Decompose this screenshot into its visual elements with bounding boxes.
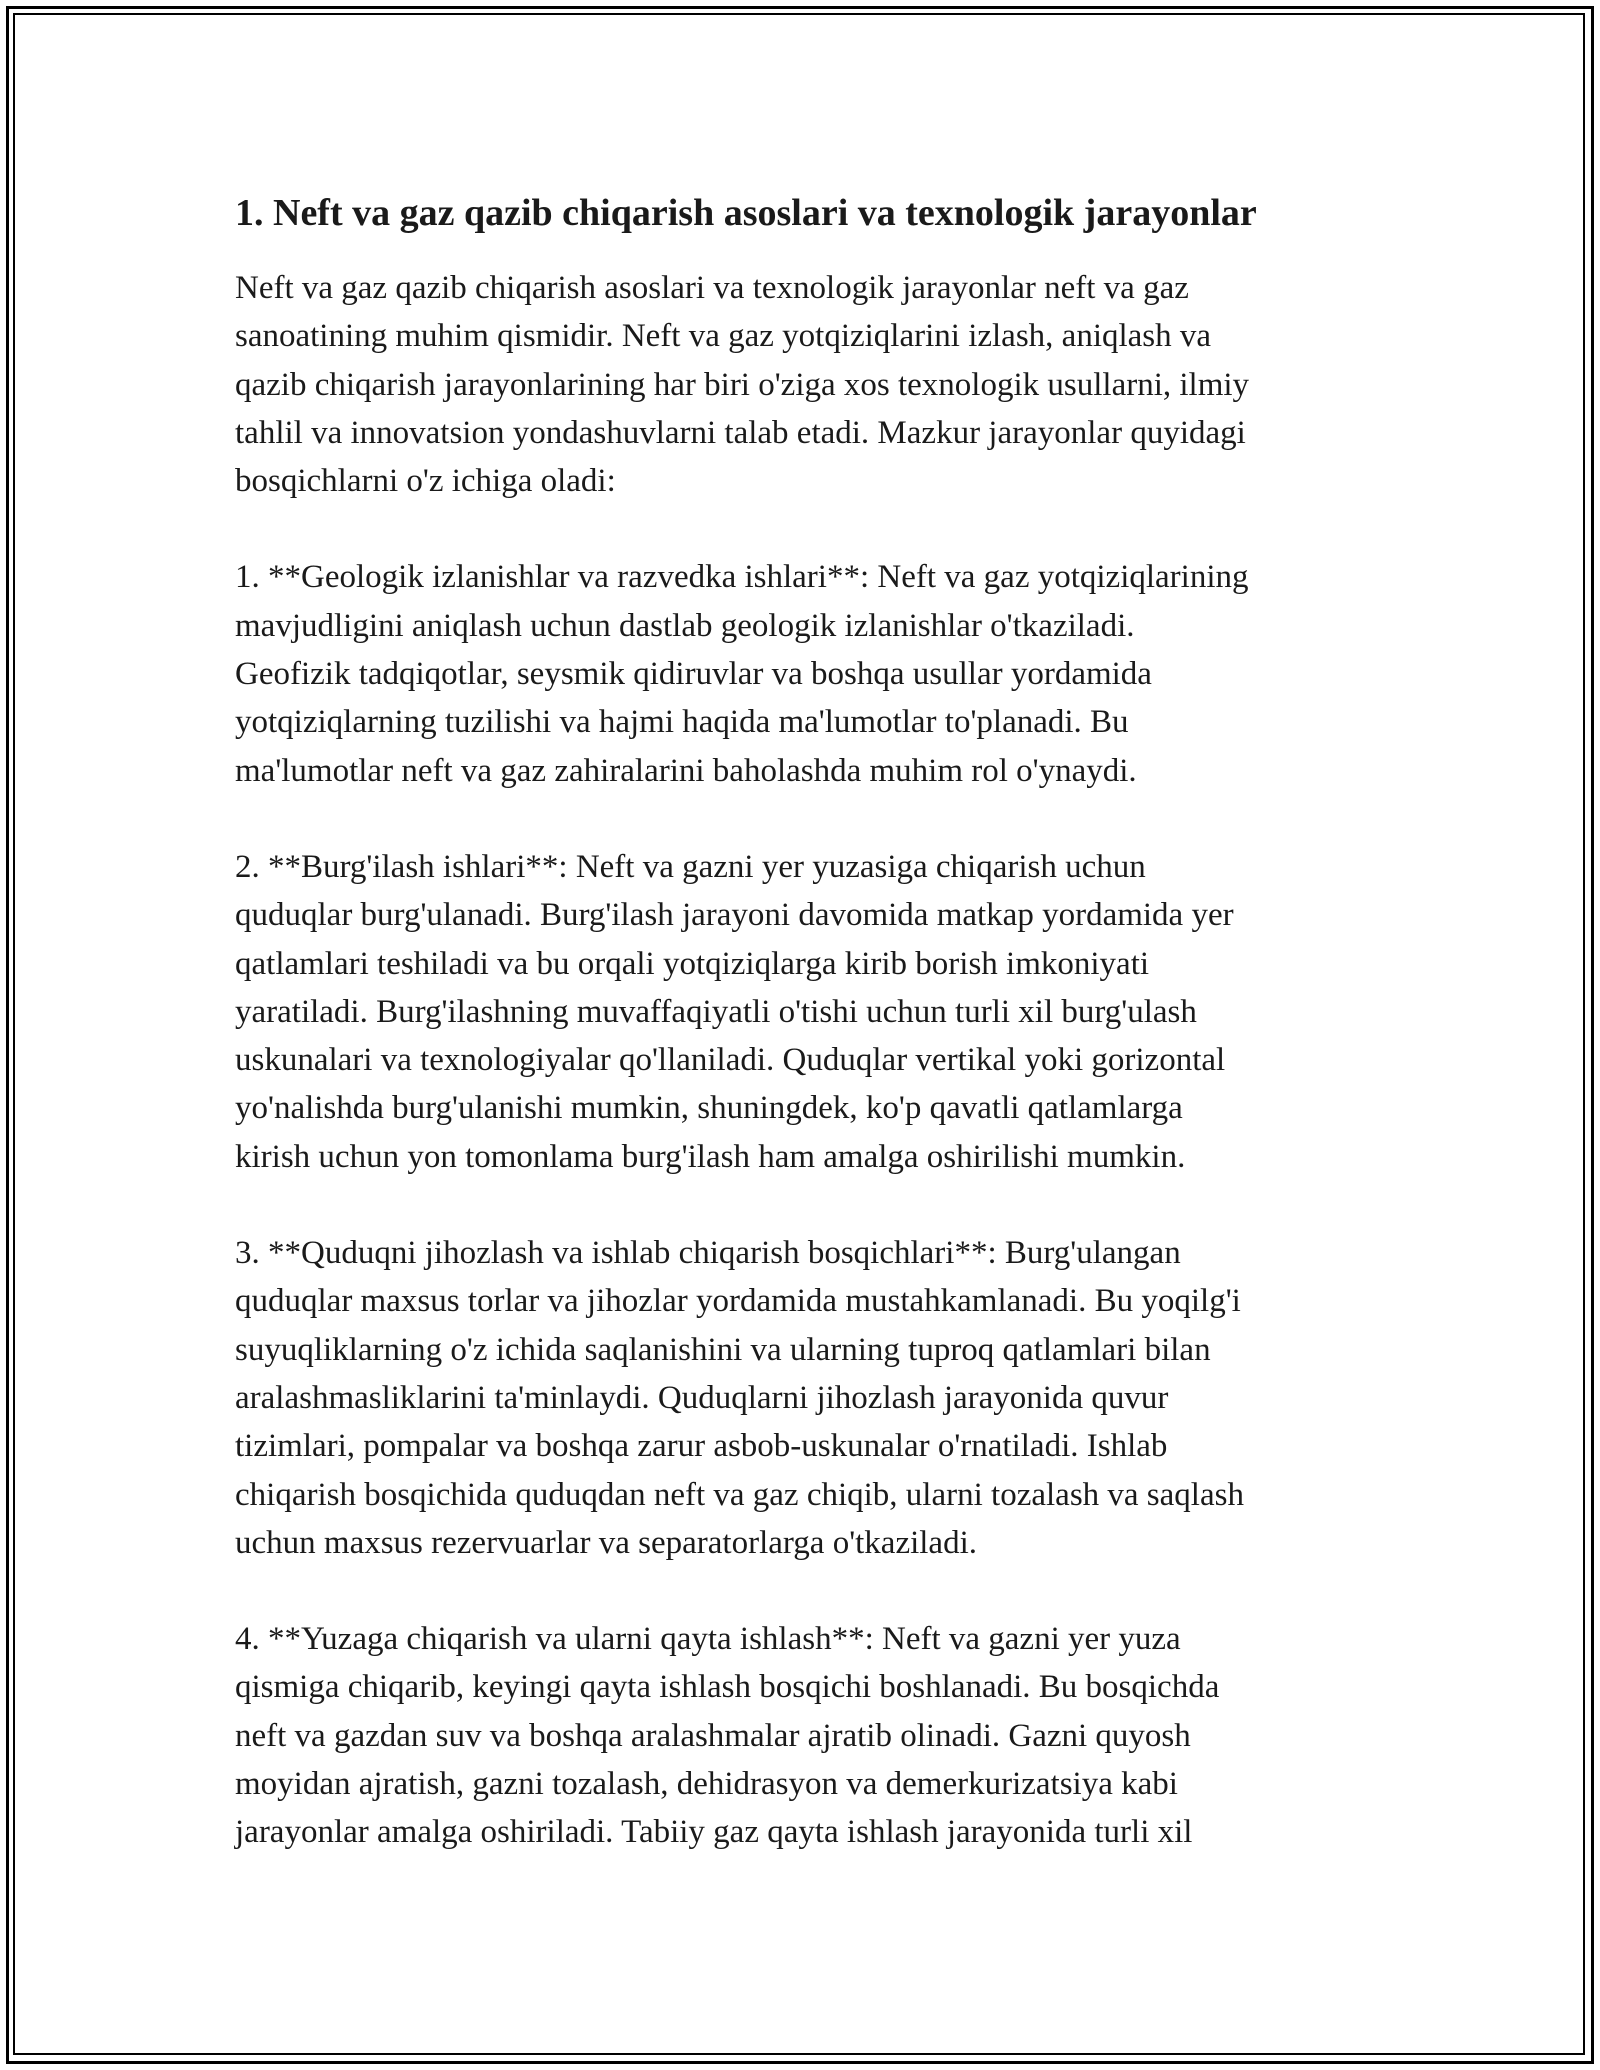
- paragraph-surface-processing: 4. **Yuzaga chiqarish va ularni qayta ishlash**: Neft va gazni yer yuza qismiga chiqarib, keyingi qayta ishlash bosqichi boshlanadi. Bu bosqichda neft va gazdan suv va boshqa aralashmalar ajratib olinadi. Gazni quyosh moyidan ajratish, gazni tozalash, dehidrasyon va demerkurizatsiya kabi jarayonlar amalga oshiriladi. Tabiiy gaz qayta ishlash jarayonida turli xil: [235, 1621, 1220, 1851]
- intro-paragraph: Neft va gaz qazib chiqarish asoslari va texnologik jarayonlar neft va gaz sanoatining muhim qismidir. Neft va gaz yotqiziqlarini izlash, aniqlash va qazib chiqarish jarayonlarining har biri o'ziga xos texnologik usullarni, ilmiy tahlil va innovatsion yondashuvlarni talab etadi. Mazkur jarayonlar quyidagi bosqichlarni o'z ichiga oladi:: [235, 270, 1250, 500]
- document-body: [235, 188, 1365, 1905]
- paragraph-geological-exploration: 1. **Geologik izlanishlar va razvedka ishlari**: Neft va gaz yotqiziqlarining mavjudligini aniqlash uchun dastlab geologik izlanishlar o'tkaziladi. Geofizik tadqiqotlar, seysmik qidiruvlar va boshqa usullar yordamida yotqiziqlarning tuzilishi va hajmi haqida ma'lumotlar to'planadi. Bu ma'lumotlar neft va gaz zahiralarini baholashda muhim rol o'ynaydi.: [235, 559, 1249, 789]
- paragraph-well-equipment: 3. **Quduqni jihozlash va ishlab chiqarish bosqichlari**: Burg'ulangan quduqlar maxsus torlar va jihozlar yordamida mustahkamlanadi. Bu yoqilg'i suyuqliklarning o'z ichida saqlanishini va ularning tuproq qatlamlari bilan aralashmasliklarini ta'minlaydi. Quduqlarni jihozlash jarayonida quvur tizimlari, pompalar va boshqa zarur asbob-uskunalar o'rnatiladi. Ishlab chiqarish bosqichida quduqdan neft va gaz chiqib, ularni tozalash va saqlash uchun maxsus rezervuarlar va separatorlarga o'tkaziladi.: [235, 1235, 1244, 1561]
- document-title: 1. Neft va gaz qazib chiqarish asoslari va texnologik jarayonlar: [235, 192, 1257, 234]
- paragraph-drilling: 2. **Burg'ilash ishlari**: Neft va gazni yer yuzasiga chiqarish uchun quduqlar burg'ulanadi. Burg'ilash jarayoni davomida matkap yordamida yer qatlamlari teshiladi va bu orqali yotqiziqlarga kirib borish imkoniyati yaratiladi. Burg'ilashning muvaffaqiyatli o'tishi uchun turli xil burg'ulash uskunalari va texnologiyalar qo'llaniladi. Quduqlar vertikal yoki gorizontal yo'nalishda burg'ulanishi mumkin, shuningdek, ko'p qavatli qatlamlarga kirish uchun yon tomonlama burg'ilash ham amalga oshirilishi mumkin.: [235, 848, 1234, 1175]
